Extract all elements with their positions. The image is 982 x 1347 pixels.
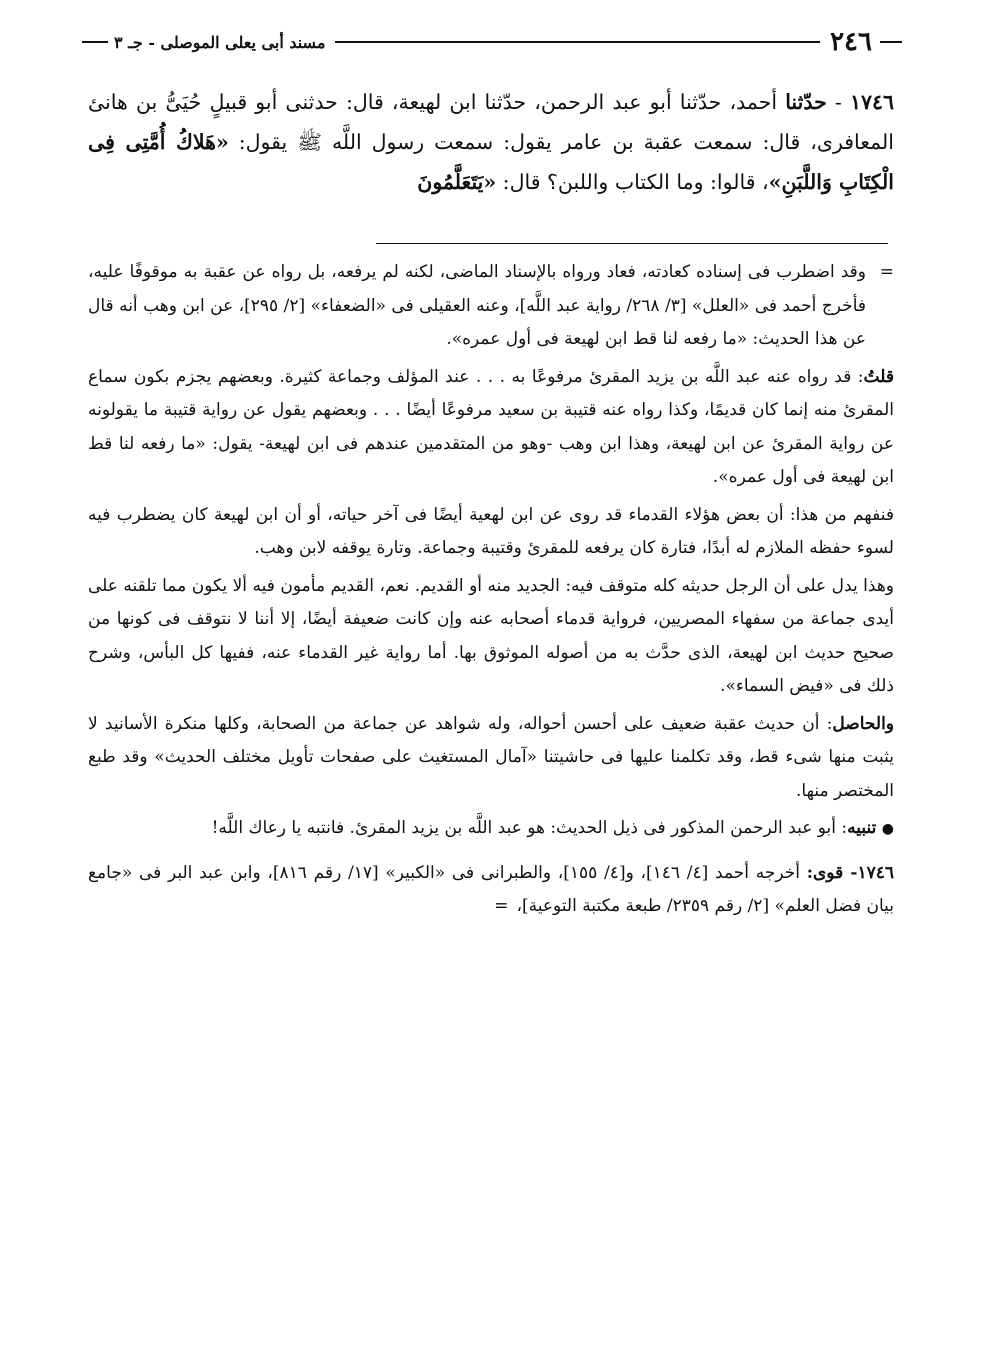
footnote-text-3: فنفهم من هذا: أن بعض هؤلاء القدماء قد روى عن ابن لهعية أيضًا فى آخر حياته، أو أن ابن لهيعة كان يضطرب فيه لسوء حفظه الملازم له أبدًا، فتارة كان يرفعه للمقرئ وقتيبة وجماعة. وتارة يوقفه لابن وهب. — [88, 504, 894, 558]
takhrij-lead: ١٧٤٦- قوى: — [806, 862, 895, 883]
footnote-paragraph-1 — [88, 256, 894, 357]
continuation-mark: = — [879, 262, 894, 282]
hadith-question: ، قالوا: وما الكتاب واللبن؟ قال: — [496, 170, 769, 194]
hadith-number: ١٧٤٦ — [849, 90, 894, 114]
page-number: ٢٤٦ — [830, 27, 872, 57]
footnote-text-4: وهذا يدل على أن الرجل حديثه كله متوقف فيه: الجديد منه أو القديم. نعم، القديم مأمون فيه ألا يكون مما تلقنه على أيدى جماعة من سفهاء المصريين، فرواية قدماء أصحابه عنه وإن كانت ضعيفة أيضًا، إلا أننا لا نتوقف فى كونها من صحيح حديث ابن لهيعة، الذى حدَّث به من أصوله الموثوق بها. أما رواية غير القدماء عنه، ففيها كل البأس، وشرح ذلك فى «فيض السماء». — [88, 575, 895, 696]
footnote-lead-tanbih: تنبيه — [847, 818, 877, 838]
hadith-answer: «يَتَعَلَّمُونَ — [417, 170, 497, 194]
running-title: مسند أبى يعلى الموصلى - جـ ٣ — [114, 32, 326, 52]
footnote-text-1: وقد اضطرب فى إسناده كعادته، فعاد ورواه بالإسناد الماضى، لكنه لم يرفعه، بل رواه عن عقبة به موقوفًا عليه، فأخرج أحمد فى «العلل» [٣/ ٢٦٨/ رواية عبد اللَّه]، وعنه العقيلى فى «الضعفاء» [٢/ ٢٩٥]، عن ابن وهب أنه قال عن هذا الحديث: «ما رفعه لنا قط ابن لهيعة فى أول عمره». — [88, 262, 866, 349]
footnote-paragraph-5 — [88, 708, 894, 809]
footnote-lead-hasil: والحاصل — [832, 713, 894, 734]
hadith-text — [88, 82, 894, 202]
header-dash-right — [880, 41, 902, 43]
footnote-paragraph-2 — [88, 361, 894, 495]
end-continuation-mark: = — [494, 896, 509, 916]
footnote-lead-qultu: قلتُ — [863, 366, 894, 387]
footnote-paragraph-6 — [88, 812, 894, 847]
hadith-quote: «هَلاكُ أُمَّتِى فِى الْكِتَابِ وَاللَّبَنِ» — [88, 130, 894, 194]
footnote-separator — [376, 243, 888, 244]
footnote-text-2: : قد رواه عنه عبد اللَّه بن يزيد المقرئ مرفوعًا به . . . عند المؤلف وجماعة كثيرة. وبعضهم يجزم بكون سماع المقرئ منه إنما كان قديمًا، وكذا رواه عنه قتيبة بن سعيد مرفوعًا أيضًا . . . وبعضهم يقول عن رواية قتيبة ما يقولونه عن رواية المقرئ عن ابن لهيعة، وهذا ابن وهب -وهو من المتقدمين عندهم فى ابن لهيعة- يقول: «ما رفعه لنا قط ابن لهيعة فى أول عمره». — [88, 366, 894, 487]
page-header — [82, 22, 902, 62]
footnote-paragraph-3 — [88, 499, 894, 566]
takhrij-text: أخرجه أحمد [٤/ ١٤٦]، و[٤/ ١٥٥]، والطبرانى فى «الكبير» [١٧/ رقم ٨١٦]، وابن عبد البر فى «جامع بيان فضل العلم» [٢/ رقم ٢٣٥٩/ طبعة مكتبة التوعية]، — [88, 862, 894, 916]
takhrij-paragraph — [88, 857, 894, 924]
header-rule — [335, 41, 820, 43]
footnotes — [88, 256, 894, 924]
hadith-dash: - — [826, 90, 850, 114]
header-dash-left — [82, 41, 108, 43]
hadith-chain: أحمد، حدّثنا أبو عبد الرحمن، حدّثنا ابن لهيعة، قال: حدثنى أبو قبيلٍ حُيَىُّ بن هانئ المعافرى، قال: سمعت عقبة بن عامر يقول: سمعت رسول اللَّه ﷺ يقول: — [88, 90, 894, 154]
footnote-text-5: : أن حديث عقبة ضعيف على أحسن أحواله، وله شواهد عن جماعة من الصحابة، وكلها منكرة الأسانيد لا يثبت منها شىء قط، وقد تكلمنا عليها فى حاشيتنا «آمال المستغيث على صفحات تأويل مختلف الحديث» وقد طبع المختصر منها. — [88, 713, 894, 801]
hadith-lead-word: حدّثنا — [785, 90, 827, 114]
footnote-text-6: : أبو عبد الرحمن المذكور فى ذيل الحديث: هو عبد اللَّه بن يزيد المقرئ. فانتبه يا رعاك اللَّه! — [211, 818, 848, 838]
bullet-icon: ● — [881, 821, 894, 837]
footnote-paragraph-4 — [88, 570, 894, 704]
